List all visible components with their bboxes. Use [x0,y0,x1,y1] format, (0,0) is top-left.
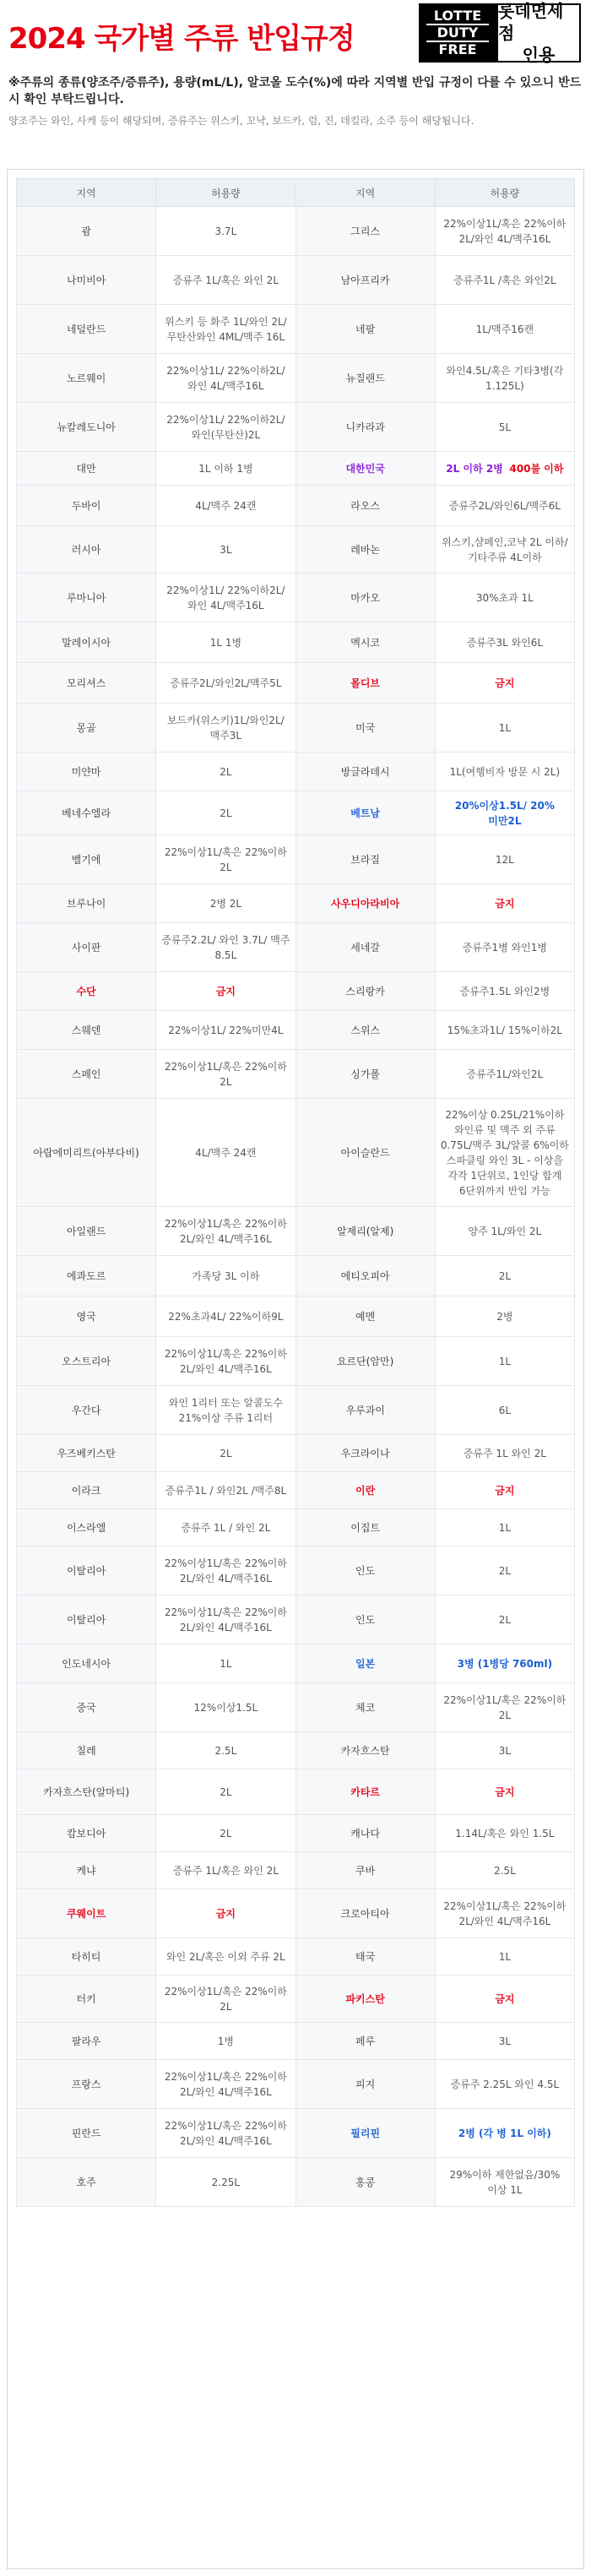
table-row [17,835,575,884]
country-cell: 아이슬란드 [296,1099,435,1207]
country-cell: 두바이 [17,486,156,526]
allowance-cell: 와인 2L/혹은 이외 주류 2L [156,1938,296,1975]
country-cell: 칠레 [17,1732,156,1769]
caution-note: ※주류의 종류(양조주/증류주), 용량(mL/L), 알코올 도수(%)에 따라 지역별 반입 규정이 다를 수 있으니 반드시 확인 부탁드립니다. [8,76,582,106]
country-cell: 니카라과 [296,403,435,452]
allowance-cell: 2L [435,1256,574,1296]
country-cell: 핀란드 [17,2109,156,2158]
country-cell: 싱가폴 [296,1050,435,1099]
country-cell: 캐나다 [296,1815,435,1852]
country-cell: 인도네시아 [17,1644,156,1683]
country-cell: 라오스 [296,486,435,526]
table-row [17,622,575,663]
country-cell: 인도 [296,1546,435,1595]
allowance-cell: 2L [435,1546,574,1595]
table-row [17,1337,575,1386]
allowance-cell: 1L(여행비자 방문 시 2L) [435,753,574,791]
logo-line: FREE [438,41,477,57]
country-cell: 케냐 [17,1852,156,1889]
country-cell: 베트남 [296,791,435,835]
column-header-country: 지역 [296,179,435,207]
allowance-cell: 1L [156,1644,296,1683]
country-cell: 중국 [17,1683,156,1732]
country-cell: 러시아 [17,526,156,573]
country-cell: 터키 [17,1975,156,2023]
allowance-cell: 2.5L [156,1732,296,1769]
allowance-cell: 1L [435,1509,574,1546]
country-cell: 브라질 [296,835,435,884]
table-row [17,1889,575,1938]
country-cell: 미얀마 [17,753,156,791]
country-cell: 루마니아 [17,573,156,622]
country-cell: 아일랜드 [17,1207,156,1256]
table-row [17,1595,575,1644]
allowance-cell: 증류주 1L/혹은 와인 2L [156,256,296,305]
allowance-cell: 1L 1병 [156,622,296,663]
allowance-cell: 22%이상1L/혹은 22%이하 2L/와인 4L/맥주16L [435,1889,574,1938]
allowance-cell: 2병 (각 병 1L 이하) [435,2109,574,2158]
country-cell: 사이판 [17,923,156,972]
country-cell: 홍콩 [296,2158,435,2207]
country-cell: 파키스탄 [296,1975,435,2023]
allowance-cell: 22%이상1L/ 22%이하2L/와인(무탄산)2L [156,403,296,452]
table-row [17,1207,575,1256]
table-row [17,526,575,573]
table-row [17,1011,575,1050]
table-row [17,2109,575,2158]
table-row [17,1852,575,1889]
allowance-cell: 12L [435,835,574,884]
allowance-part: 400불 이하 [509,462,564,475]
country-cell: 크로아티아 [296,1889,435,1938]
allowance-cell: 증류주1L /혹은 와인2L [435,256,574,305]
country-cell: 대한민국 [296,452,435,486]
allowance-cell: 2.5L [435,1852,574,1889]
allowance-cell: 증류주 2.25L 와인 4.5L [435,2060,574,2109]
table-row [17,972,575,1011]
country-cell: 그리스 [296,207,435,256]
allowance-cell: 1병 [156,2023,296,2060]
table-row [17,2158,575,2207]
allowance-cell: 3병 (1병당 760ml) [435,1644,574,1683]
allowance-cell: 4L/맥주 24캔 [156,1099,296,1207]
allowance-cell: 15%초과1L/ 15%이하2L [435,1011,574,1050]
allowance-cell: 와인 1리터 또는 알콜도수 21%이상 주류 1리터 [156,1386,296,1435]
logo-line: DUTY [426,25,489,42]
regulation-table-container [7,169,584,2569]
country-cell: 노르웨이 [17,354,156,403]
country-cell: 이탈리아 [17,1546,156,1595]
allowance-cell: 3L [435,2023,574,2060]
table-row [17,403,575,452]
country-cell: 벨기에 [17,835,156,884]
allowance-cell: 1L [435,1337,574,1386]
allowance-cell: 2L [156,753,296,791]
table-row [17,305,575,354]
country-cell: 네덜란드 [17,305,156,354]
allowance-cell: 1L/맥주16캔 [435,305,574,354]
allowance-cell: 증류주1L / 와인2L /맥주8L [156,1472,296,1509]
allowance-cell: 가족당 3L 이하 [156,1256,296,1296]
definition-note: 양조주는 와인, 사케 등이 해당되며, 증류주는 위스키, 꼬냑, 보드카, 럼, 진, 데킬라, 소주 등이 해당됩니다. [8,115,474,127]
table-row [17,1386,575,1435]
table-row [17,1644,575,1683]
country-cell: 페루 [296,2023,435,2060]
country-cell: 우크라이나 [296,1435,435,1472]
allowance-cell: 증류주2.2L/ 와인 3.7L/ 맥주 8.5L [156,923,296,972]
allowance-cell: 30%초과 1L [435,573,574,622]
allowance-cell: 22%초과4L/ 22%이하9L [156,1296,296,1337]
country-cell: 에티오피아 [296,1256,435,1296]
country-cell: 뉴칼레도니아 [17,403,156,452]
country-cell: 카타르 [296,1769,435,1815]
table-row [17,1683,575,1732]
allowance-cell: 2병 [435,1296,574,1337]
allowance-cell: 3.7L [156,207,296,256]
page-title: 2024 국가별 주류 반입규정 [8,22,355,56]
allowance-cell: 금지 [435,663,574,704]
allowance-cell: 증류주2L/와인6L/맥주6L [435,486,574,526]
country-cell: 대만 [17,452,156,486]
country-cell: 에콰도르 [17,1256,156,1296]
allowance-cell: 22%이상1L/혹은 22%이하 2L/와인 4L/맥주16L [156,1337,296,1386]
country-cell: 남아프리카 [296,256,435,305]
brand-mark [419,3,496,62]
allowance-cell: 22%이상1L/혹은 22%이하 2L/와인 4L/맥주16L [156,1595,296,1644]
allowance-cell: 22%이상1L/혹은 22%이하 2L/와인 4L/맥주16L [156,1207,296,1256]
table-row [17,2060,575,2109]
country-cell: 사우디아라비아 [296,884,435,923]
table-row [17,573,575,622]
country-cell: 프랑스 [17,2060,156,2109]
table-row [17,452,575,486]
table-row [17,884,575,923]
country-cell: 모리셔스 [17,663,156,704]
allowance-cell: 22%이상1L/ 22%미만4L [156,1011,296,1050]
table-row [17,1509,575,1546]
allowance-cell: 증류주1.5L 와인2병 [435,972,574,1011]
country-cell: 브루나이 [17,884,156,923]
country-cell: 예멘 [296,1296,435,1337]
country-cell: 일본 [296,1644,435,1683]
country-cell: 쿠바 [296,1852,435,1889]
allowance-cell: 2L [156,791,296,835]
table-row [17,1099,575,1207]
country-cell: 멕시코 [296,622,435,663]
country-cell: 우즈베키스탄 [17,1435,156,1472]
country-cell: 우간다 [17,1386,156,1435]
table-row [17,207,575,256]
table-row [17,1050,575,1099]
allowance-cell: 위스키,샴페인,코냑 2L 이하/ 기타주류 4L이하 [435,526,574,573]
allowance-cell: 22%이상1L/혹은 22%이하 2L [435,1683,574,1732]
allowance-cell: 1L [435,704,574,753]
country-cell: 네팔 [296,305,435,354]
table-row [17,256,575,305]
table-row [17,2023,575,2060]
allowance-cell: 1L [435,1938,574,1975]
allowance-cell: 2L [156,1815,296,1852]
allowance-cell: 금지 [156,1889,296,1938]
allowance-cell: 22%이상1L/혹은 22%이하 2L [156,1975,296,2023]
country-cell: 오스트리아 [17,1337,156,1386]
allowance-cell: 위스키 등 화주 1L/와인 2L/무탄산와인 4ML/맥주 16L [156,305,296,354]
allowance-cell: 금지 [435,884,574,923]
table-row [17,753,575,791]
country-cell: 이란 [296,1472,435,1509]
allowance-cell: 증류주 1L/혹은 와인 2L [156,1852,296,1889]
country-cell: 스페인 [17,1050,156,1099]
column-header-allowance: 허용량 [435,179,574,207]
table-row [17,791,575,835]
country-cell: 태국 [296,1938,435,1975]
allowance-cell: 금지 [435,1769,574,1815]
allowance-cell: 22%이상1L/혹은 22%이하 2L/와인 4L/맥주16L [156,2109,296,2158]
table-row [17,1975,575,2023]
country-cell: 레바논 [296,526,435,573]
country-cell: 영국 [17,1296,156,1337]
table-row [17,663,575,704]
allowance-cell: 5L [435,403,574,452]
country-cell: 이스라엘 [17,1509,156,1546]
lotte-duty-free-logo [419,1,581,65]
allowance-cell: 22%이상1L/혹은 22%이하 2L/와인 4L/맥주16L [435,207,574,256]
regulation-table [16,178,575,2207]
table-row [17,1472,575,1509]
allowance-cell: 6L [435,1386,574,1435]
country-cell: 호주 [17,2158,156,2207]
source-citation [496,1,581,65]
country-cell: 방글라데시 [296,753,435,791]
country-cell: 나미비아 [17,256,156,305]
allowance-cell: 금지 [435,1472,574,1509]
table-row [17,1938,575,1975]
table-row [17,354,575,403]
allowance-cell: 2병 2L [156,884,296,923]
allowance-cell: 2L [156,1435,296,1472]
country-cell: 알제리(알제) [296,1207,435,1256]
country-cell: 몽골 [17,704,156,753]
allowance-cell: 22%이상1L/ 22%이하2L/와인 4L/맥주16L [156,573,296,622]
allowance-cell: 보드카(위스키)1L/와인2L/맥주3L [156,704,296,753]
table-row [17,704,575,753]
country-cell: 아랍에미리트(아부다비) [17,1099,156,1207]
table-row [17,1732,575,1769]
allowance-cell: 3L [435,1732,574,1769]
allowance-cell: 22%이상1L/ 22%이하2L/와인 4L/맥주16L [156,354,296,403]
notes [0,74,591,167]
country-cell: 몰디브 [296,663,435,704]
allowance-cell: 증류주3L 와인6L [435,622,574,663]
allowance-cell: 2.25L [156,2158,296,2207]
allowance-cell: 2L [435,1595,574,1644]
allowance-part: 2L 이하 2병 [446,462,503,475]
country-cell: 스리랑카 [296,972,435,1011]
country-cell: 미국 [296,704,435,753]
allowance-cell: 1.14L/혹은 와인 1.5L [435,1815,574,1852]
table-header-row [17,179,575,207]
country-cell: 이집트 [296,1509,435,1546]
country-cell: 카자흐스탄(알마티) [17,1769,156,1815]
allowance-cell: 29%이하 제한없음/30%이상 1L [435,2158,574,2207]
cite-line: 인용 [522,45,556,65]
country-cell: 타히티 [17,1938,156,1975]
country-cell: 이라크 [17,1472,156,1509]
allowance-cell: 3L [156,526,296,573]
table-row [17,1296,575,1337]
allowance-cell: 12%이상1.5L [156,1683,296,1732]
allowance-cell: 증류주1병 와인1병 [435,923,574,972]
allowance-cell: 증류주2L/와인2L/맥주5L [156,663,296,704]
allowance-cell: 양주 1L/와인 2L [435,1207,574,1256]
allowance-cell: 22%이상 0.25L/21%이하 와인류 및 맥주 외 주류 0.75L/맥주 3L/알콜 6%이하 스파클링 와인 3L - 이상을 각각 1단위로, 1인당 합계 6단위까지 반입 가능 [435,1099,574,1207]
table-body [17,207,575,2207]
country-cell: 팔라우 [17,2023,156,2060]
allowance-cell: 증류주 1L / 와인 2L [156,1509,296,1546]
table-row [17,923,575,972]
country-cell: 스위스 [296,1011,435,1050]
logo-line: LOTTE [426,8,489,25]
country-cell: 요르단(암만) [296,1337,435,1386]
allowance-cell [435,452,574,486]
allowance-cell: 22%이상1L/혹은 22%이하 2L/와인 4L/맥주16L [156,1546,296,1595]
country-cell: 말레이시아 [17,622,156,663]
country-cell: 베네수엘라 [17,791,156,835]
country-cell: 캄보디아 [17,1815,156,1852]
country-cell: 스웨덴 [17,1011,156,1050]
country-cell: 우루과이 [296,1386,435,1435]
country-cell: 뉴질랜드 [296,354,435,403]
column-header-allowance: 허용량 [156,179,296,207]
table-row [17,1769,575,1815]
allowance-cell: 22%이상1L/혹은 22%이하 2L [156,1050,296,1099]
allowance-cell: 증류주1L/와인2L [435,1050,574,1099]
allowance-cell: 와인4.5L/혹은 기타3병(각 1.125L) [435,354,574,403]
table-row [17,1815,575,1852]
country-cell: 쿠웨이트 [17,1889,156,1938]
allowance-cell: 22%이상1L/혹은 22%이하 2L [156,835,296,884]
allowance-cell: 4L/맥주 24캔 [156,486,296,526]
country-cell: 필리핀 [296,2109,435,2158]
country-cell: 세네갈 [296,923,435,972]
allowance-cell: 2L [156,1769,296,1815]
country-cell: 카자흐스탄 [296,1732,435,1769]
country-cell: 인도 [296,1595,435,1644]
country-cell: 수단 [17,972,156,1011]
allowance-cell: 20%이상1.5L/ 20%미만2L [435,791,574,835]
country-cell: 마카오 [296,573,435,622]
allowance-cell: 증류주 1L 와인 2L [435,1435,574,1472]
allowance-cell: 금지 [435,1975,574,2023]
country-cell: 이탈리아 [17,1595,156,1644]
column-header-country: 지역 [17,179,156,207]
country-cell: 체코 [296,1683,435,1732]
table-row [17,486,575,526]
header [0,0,591,74]
table-row [17,1256,575,1296]
allowance-cell: 금지 [156,972,296,1011]
cite-line: 롯데면세점 [498,1,564,43]
table-row [17,1546,575,1595]
allowance-cell: 1L 이하 1병 [156,452,296,486]
country-cell: 피지 [296,2060,435,2109]
allowance-cell: 22%이상1L/혹은 22%이하 2L/와인 4L/맥주16L [156,2060,296,2109]
country-cell: 괌 [17,207,156,256]
table-row [17,1435,575,1472]
